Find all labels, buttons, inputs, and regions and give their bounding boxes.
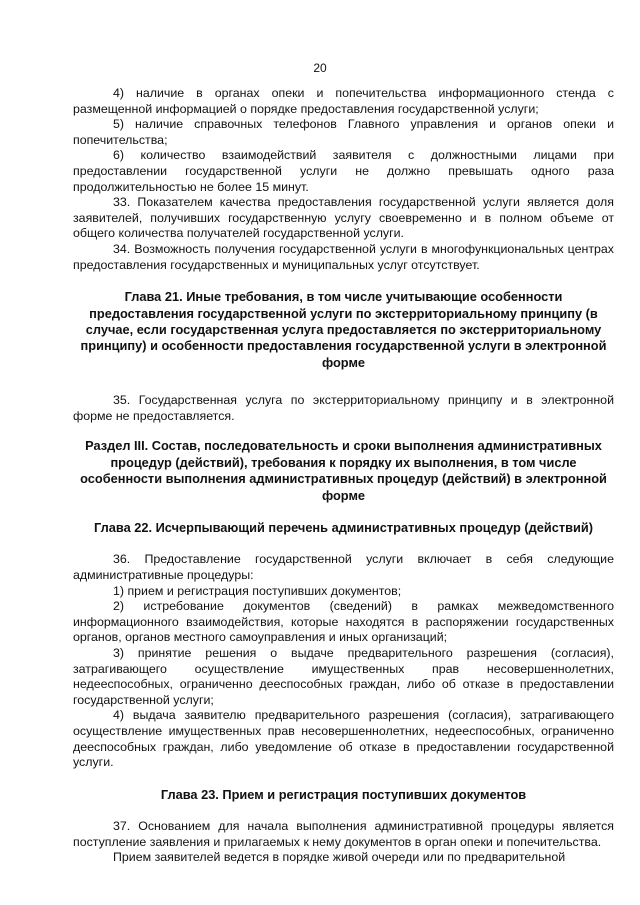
paragraph-37: 37. Основанием для начала выполнения административной процедуры является поступление заявления и прилагаемых к нему документов в орган опеки и попечительства. [73,819,614,849]
page-content [73,86,614,866]
paragraph-36-item-4: 4) выдача заявителю предварительного разрешения (согласия), затрагивающего осуществление имущественных прав несовершеннолетних, недееспособных, ограниченно дееспособных граждан, либо уведомление об отказе в предоставлении государственной услуги. [73,708,614,770]
page-number: 20 [313,61,327,75]
paragraph-36-item-3: 3) принятие решения о выдаче предварительного разрешения (согласия), затрагивающего осуществление имущественных прав несовершеннолетних, недееспособных, ограниченно дееспособных граждан, либо об отказе в предоставлении государственной услуги; [73,645,614,707]
paragraph-36-item-1: 1) прием и регистрация поступивших документов; [113,583,402,598]
paragraph-36-item-2: 2) истребование документов (сведений) в рамках межведомственного информационного взаимодействия, которые находятся в распоряжении государственных органов, органов местного самоуправления и иных организаций; [73,599,614,645]
paragraph-item-5: 5) наличие справочных телефонов Главного управления и органов опеки и попечительства; [73,117,614,147]
chapter-21-heading: Глава 21. Иные требования, в том числе учитывающие особенности предоставления государственной услуги по экстерриториальному принципу (в случае, если государственная услуга предоставляется по экстерриториальному принципу) и особенности предоставления государственной услуги в электронной форме [80,289,607,370]
paragraph-33: 33. Показателем качества предоставления государственной услуги является доля заявителей, получивших государственную услугу своевременно и в полном объеме от общего количества получателей государственной услуги. [73,195,614,241]
chapter-23-heading: Глава 23. Прием и регистрация поступивших документов [160,786,527,802]
paragraph-35: 35. Государственная услуга по экстерриториальному принципу и в электронной форме не предоставляется. [73,393,614,423]
paragraph-item-4: 4) наличие в органах опеки и попечительства информационного стенда с размещенной информацией о порядке предоставления государственной услуги; [73,86,614,116]
chapter-22-heading: Глава 22. Исчерпывающий перечень административных процедур (действий) [94,519,593,535]
paragraph-item-6: 6) количество взаимодействий заявителя с должностными лицами при предоставлении государственной услуги не должно превышать одного раза продолжительностью не более 15 минут. [73,148,614,194]
paragraph-37-continued: Прием заявителей ведется в порядке живой очереди или по предварительной [113,850,566,865]
section-3-heading: Раздел III. Состав, последовательность и сроки выполнения административных процедур (действий), требования к порядку их выполнения, в том числе особенности выполнения административных процедур (действий) в электронной форме [80,438,607,503]
paragraph-36: 36. Предоставление государственной услуги включает в себя следующие административные процедуры: [73,552,614,582]
paragraph-34: 34. Возможность получения государственной услуги в многофункциональных центрах предоставления государственных и муниципальных услуг отсутствует. [73,241,614,272]
